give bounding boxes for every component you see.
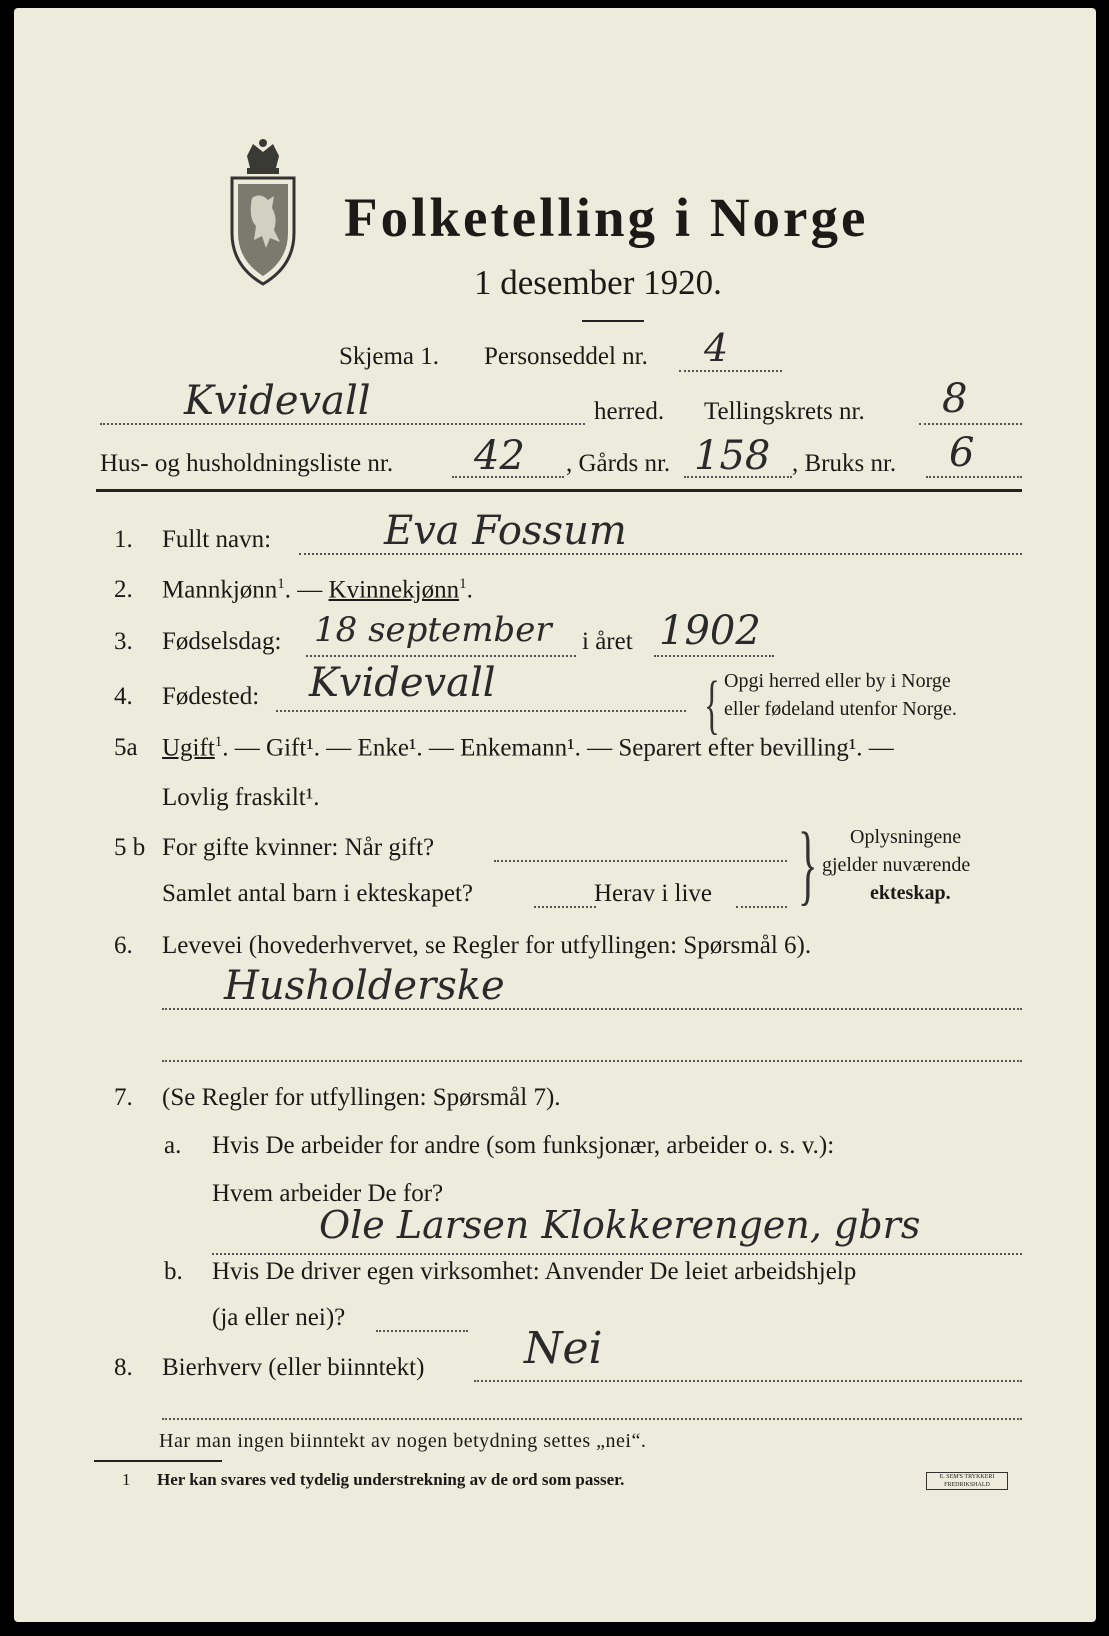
title-divider [582, 320, 644, 322]
q3-year-label: i året [582, 628, 633, 655]
q3-label: Fødselsdag: [162, 628, 282, 655]
q7b-line1: Hvis De driver egen virksomhet: Anvender De leiet arbeidshjelp [212, 1258, 857, 1285]
bruks-label: , Bruks nr. [792, 450, 897, 477]
bruks-value: 6 [949, 430, 975, 476]
q6-occupation: Husholderske [224, 963, 505, 1009]
printer-stamp: E. SEM'S TRYKKERI FREDRIKSHALD [926, 1472, 1008, 1490]
q3-birthday: 18 september [314, 610, 552, 650]
q7a-line1: Hvis De arbeider for andre (som funksjonær, arbeider o. s. v.): [212, 1132, 835, 1159]
form-number: Skjema 1. [339, 343, 439, 370]
q5b-number: 5 b [114, 834, 146, 861]
q5b-note-line1: Oplysningene [850, 826, 962, 848]
q6-number: 6. [114, 932, 133, 959]
q4-brace: { [704, 668, 720, 741]
q7a-line2: Hvem arbeider De for? [212, 1180, 444, 1207]
q5a-ugift-underlined: Ugift [162, 734, 215, 762]
hus-value: 42 [474, 433, 525, 479]
q7a-employer: Ole Larsen Klokkerengen, gbrs [319, 1203, 921, 1247]
footer-note: Har man ingen biinntekt av nogen betydning settes „nei“. [159, 1430, 647, 1452]
q7-number: 7. [114, 1084, 133, 1111]
q4-birthplace: Kvidevall [309, 660, 496, 706]
footnote-number: 1 [122, 1470, 131, 1489]
q5b-note-line3: ekteskap. [870, 882, 951, 904]
q7a-letter: a. [164, 1132, 182, 1159]
personseddel-value: 4 [704, 326, 729, 370]
q5b-brace: } [798, 815, 818, 914]
q5b-line1: For gifte kvinner: Når gift? [162, 834, 435, 861]
q5a-number: 5a [114, 734, 138, 761]
q8-label: Bierhverv (eller biinntekt) [162, 1354, 425, 1381]
q2-mannkjonn: Mannkjønn [162, 576, 278, 604]
footnote-text: Her kan svares ved tydelig understrekning av de ord som passer. [157, 1470, 625, 1489]
q6-label: Levevei (hovederhvervet, se Regler for utfyllingen: Spørsmål 6). [162, 932, 812, 959]
q5b-note-line2: gjelder nuværende [822, 854, 971, 876]
q7b-letter: b. [164, 1258, 183, 1285]
tellingskrets-label: Tellingskrets nr. [704, 398, 865, 425]
herred-value: Kvidevall [184, 378, 371, 424]
tellingskrets-value: 8 [942, 376, 968, 422]
census-form-page [14, 8, 1096, 1622]
q3-number: 3. [114, 628, 133, 655]
q4-note-line2: eller fødeland utenfor Norge. [724, 698, 957, 720]
gards-value: 158 [694, 433, 771, 479]
q5a-marital-options: Ugift$^1$. — Gift¹. — Enke¹. — Enkemann¹. — Separert efter bevilling¹. — [162, 734, 894, 762]
q8-number: 8. [114, 1354, 133, 1381]
census-date: 1 desember 1920. [474, 263, 722, 302]
q5b-alive-label: Herav i live [594, 880, 713, 907]
q8-value: Nei [524, 1323, 603, 1374]
q2-gender-options: Mannkjønn$^1$. — Kvinnekjønn$^1$. [162, 576, 473, 604]
q7-label: (Se Regler for utfyllingen: Spørsmål 7). [162, 1084, 561, 1111]
personseddel-label: Personseddel nr. [484, 343, 648, 370]
q1-full-name: Eva Fossum [384, 508, 627, 554]
herred-label: herred. [594, 398, 665, 425]
q5b-children-label: Samlet antal barn i ekteskapet? [162, 880, 473, 907]
footnote-rule [94, 1460, 222, 1462]
header-rule [96, 489, 1022, 492]
gards-label: , Gårds nr. [566, 450, 671, 477]
hus-label: Hus- og husholdningsliste nr. [100, 450, 394, 477]
q5a-lovlig-fraskilt: Lovlig fraskilt¹. [162, 784, 320, 811]
q7b-line2: (ja eller nei)? [212, 1304, 346, 1331]
norwegian-coat-of-arms-icon [222, 138, 304, 288]
q3-birth-year: 1902 [659, 608, 761, 654]
q2-number: 2. [114, 576, 133, 603]
q4-number: 4. [114, 683, 133, 710]
q2-kvinnekjonn-underlined: Kvinnekjønn [328, 576, 460, 604]
form-title: Folketelling i Norge [344, 187, 869, 248]
q1-number: 1. [114, 526, 133, 553]
q4-label: Fødested: [162, 683, 260, 710]
q1-label: Fullt navn: [162, 526, 272, 553]
q4-note-line1: Opgi herred eller by i Norge [724, 670, 951, 692]
